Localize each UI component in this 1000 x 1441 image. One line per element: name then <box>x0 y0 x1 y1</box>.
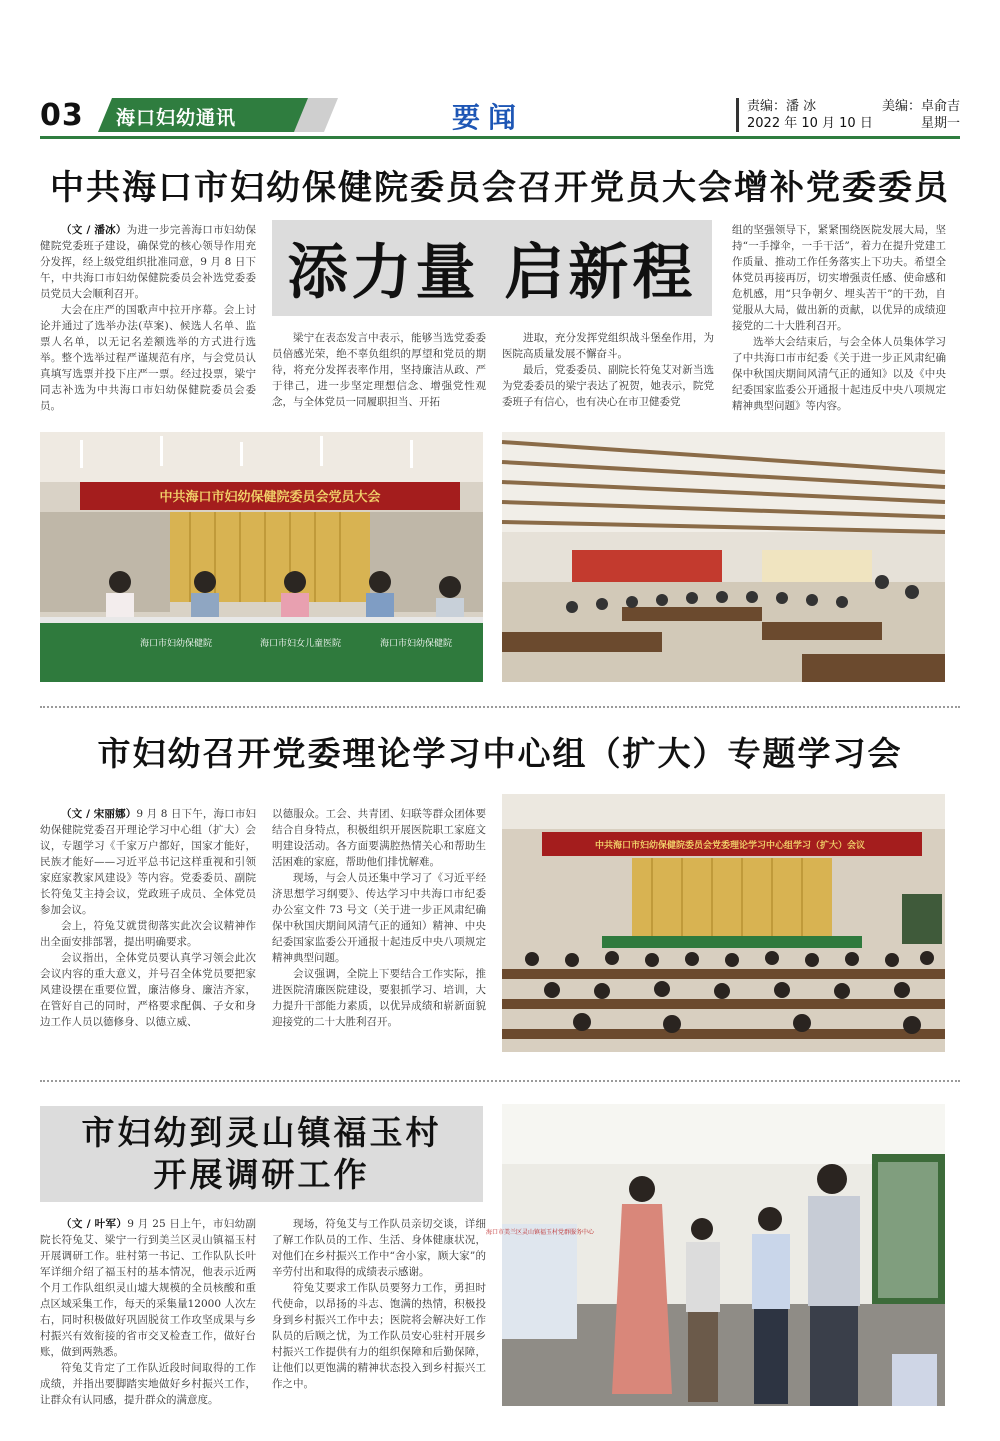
publication-name: 海口妇幼通讯 <box>116 107 237 129</box>
article1-feature-title-box <box>272 220 712 316</box>
article1-photo-podium <box>40 432 483 682</box>
article1-paragraph: 选举大会结束后，与会全体人员集体学习了中共海口市市纪委《关于进一步正风肃纪确保中秋国庆期间风清气正的通知》以及《中央纪委国家监委公开通报十起违反中央八项规定精神典型问题》等内容。 <box>732 336 946 412</box>
photo1-plaque-text: 海口市妇幼保健院 <box>140 639 213 649</box>
article2-paragraph: 会上，符兔艾就贯彻落实此次会议精神作出全面安排部署，提出明确要求。 <box>40 920 256 948</box>
designer-line: 美编：卓俞吉 <box>881 99 960 114</box>
article1-feature-title: 添力量 启新程 <box>287 238 697 308</box>
photo3-banner-text: 中共海口市妇幼保健院委员会党委理论学习中心组学习（扩大）会议 <box>594 841 866 851</box>
article3-headline-line2: 开展调研工作 <box>153 1155 370 1194</box>
photo1-banner-text: 中共海口市妇幼保健院委员会党员大会 <box>159 490 381 505</box>
masthead-rule <box>40 136 960 139</box>
article1-paragraph: 梁宁在表态发言中表示，能够当选党委委员倍感光荣，绝不辜负组织的厚望和党员的期待，将充分发挥表率作用，坚持廉洁从政、严于律己，进一步坚定理想信念、增强党性观念，与全体党员一同履职担当、开拓 <box>272 332 486 408</box>
section-title: 要闻 <box>452 101 525 134</box>
article1-paragraph: 最后，党委委员、副院长符兔艾对新当选为党委委员的梁宁表达了祝贺，她表示，院党委班子有信心，也有决心在市卫健委党 <box>502 364 714 408</box>
article1-photo-hall <box>502 432 945 682</box>
article2-byline: （文 / 宋丽娜） <box>61 808 137 820</box>
article2-paragraph: 会议强调，全院上下要结合工作实际，推进医院清廉医院建设，要狠抓学习、培训，大力提升干部能力素质，以优异成绩和崭新面貌迎接党的二十大胜利召开。 <box>272 968 486 1028</box>
page-number: 03 <box>40 98 84 133</box>
photo1-plaque-text: 海口市妇女儿童医院 <box>260 639 342 649</box>
article2-paragraph: 9 月 8 日下午，海口市妇幼保健院党委召开理论学习中心组（扩大）会议，专题学习《千家万户都好，国家才能好，民族才能好——习近平总书记这样重视和引领家庭家教家风建设》等内容。党委委员、副院长符兔艾主持会议，党政班子成员、全体党员参加会议。 <box>40 808 256 916</box>
article2-paragraph: 现场，与会人员还集中学习了《习近平经济思想学习纲要》、传达学习中共海口市纪委办公室文件 73 号文（关于进一步正风肃纪确保中秋国庆期间风清气正的通知）精神、中央纪委国家监委公开通报十起违反中央八项规定精神典型问题。 <box>272 872 486 964</box>
article3-headline-line1: 市妇幼到灵山镇福玉村 <box>81 1113 442 1152</box>
article1-column-2 <box>272 330 486 418</box>
article3-column-2 <box>272 1216 486 1416</box>
article1-column-1 <box>40 222 256 418</box>
article3-paragraph: 9 月 25 日上午，市妇幼副院长符兔艾、梁宁一行到美兰区灵山镇福玉村开展调研工作。驻村第一书记、工作队队长叶军详细介绍了福玉村的基本情况，他表示近两个月工作队组织灵山墟大规模的全员核酸和重点区域采集工作，每天的采集量12000 人次左右，同时积极做好巩固脱贫工作攻坚成果与乡村振兴有效衔接的省市交叉检查工作，做好台账，做到两熟悉。 <box>40 1218 256 1358</box>
article1-paragraph: 大会在庄严的国歌声中拉开序幕。会上讨论并通过了选举办法(草案)、候选人名单、监票人名单，以无记名差额选举的方式进行选举。整个选举过程严谨规范有序，与会党员认真填写选票并投下庄严一票。经过投票，梁宁同志补选为中共海口市妇幼保健院委员会委员。 <box>40 304 256 412</box>
section-divider <box>40 706 960 708</box>
article1-column-3 <box>502 330 714 418</box>
article1-paragraph: 为进一步完善海口市妇幼保健院党委班子建设，确保党的核心领导作用充分发挥，经上级党组织批准同意，9 月 8 日下午，中共海口市妇幼保健院委员会补选党委委员党员大会顺利召开。 <box>40 224 256 300</box>
article2-headline: 市妇幼召开党委理论学习中心组（扩大）专题学习会 <box>97 734 903 773</box>
article3-paragraph: 现场，符兔艾与工作队员亲切交谈，详细了解工作队员的工作、生活、身体健康状况，对他们在乡村振兴工作中“舍小家，顾大家”的辛劳付出和取得的成绩表示感谢。 <box>272 1218 486 1278</box>
article1-paragraph: 进取，充分发挥党组织战斗堡垒作用，为医院高质量发展不懈奋斗。 <box>502 332 714 360</box>
article3-paragraph: 符兔艾要求工作队员要努力工作，勇担时代使命，以昂扬的斗志、饱满的热情，积极投身到乡村振兴工作中去；医院将会解决好工作队员的后顾之忧，为工作队员安心驻村开展乡村振兴工作提供有力的组织保障和后勤保障，让他们以更饱满的精神状态投入到乡村振兴工作之中。 <box>272 1282 486 1390</box>
article1-column-4 <box>732 222 946 418</box>
article2-column-1 <box>40 806 256 1046</box>
section-divider <box>40 1080 960 1082</box>
article3-byline: （文 / 叶军） <box>61 1218 128 1230</box>
issue-weekday: 星期一 <box>920 116 960 131</box>
article1-paragraph: 组的坚强领导下，紧紧围绕医院发展大局，坚持“一手撑伞，一手干活”，着力在提升党建工作质量、推动工作任务落实上下功夫。希望全体党员再接再厉，切实增强责任感、使命感和危机感，用“只争朝夕、埋头苦干”的干劲，自觉服从大局，做出新的贡献，以优异的成绩迎接党的二十大胜利召开。 <box>732 224 946 332</box>
editor-line: 责编：潘 冰 <box>747 99 817 114</box>
article2-paragraph: 以德服众。工会、共青团、妇联等群众团体要结合自身特点，积极组织开展医院职工家庭文明建设活动。各方面要满腔热情关心和帮助生活困难的家庭，帮助他们排忧解难。 <box>272 808 486 868</box>
article2-column-2 <box>272 806 486 1046</box>
article1-headline: 中共海口市妇幼保健院委员会召开党员大会增补党委委员 <box>50 168 950 208</box>
article1-byline: （文 / 潘冰） <box>61 224 127 236</box>
photo4-sign-text: 海口市美兰区灵山镇福玉村党群服务中心 <box>485 1229 595 1236</box>
photo1-plaque-text: 海口市妇幼保健院 <box>380 639 453 649</box>
article3-column-1 <box>40 1216 256 1416</box>
article3-paragraph: 符兔艾肯定了工作队近段时间取得的工作成绩，并指出要脚踏实地做好乡村振兴工作，让群众有认同感，提升群众的满意度。 <box>40 1362 256 1406</box>
article2-paragraph: 会议指出，全体党员要认真学习领会此次会议内容的重大意义，并号召全体党员要把家风建设摆在重要位置，廉洁修身、廉洁齐家，在管好自己的同时，严格要求配偶、子女和身边工作人员以德修身、以德立威、 <box>40 952 256 1028</box>
article2-photo-meeting <box>502 794 945 1052</box>
publication-banner <box>98 98 338 132</box>
masthead <box>40 96 960 138</box>
article3-photo-village-visit <box>485 1104 945 1406</box>
issue-date: 2022 年 10 月 10 日 <box>747 116 873 131</box>
editor-credits <box>736 98 960 132</box>
article3-headline-box <box>40 1106 483 1202</box>
